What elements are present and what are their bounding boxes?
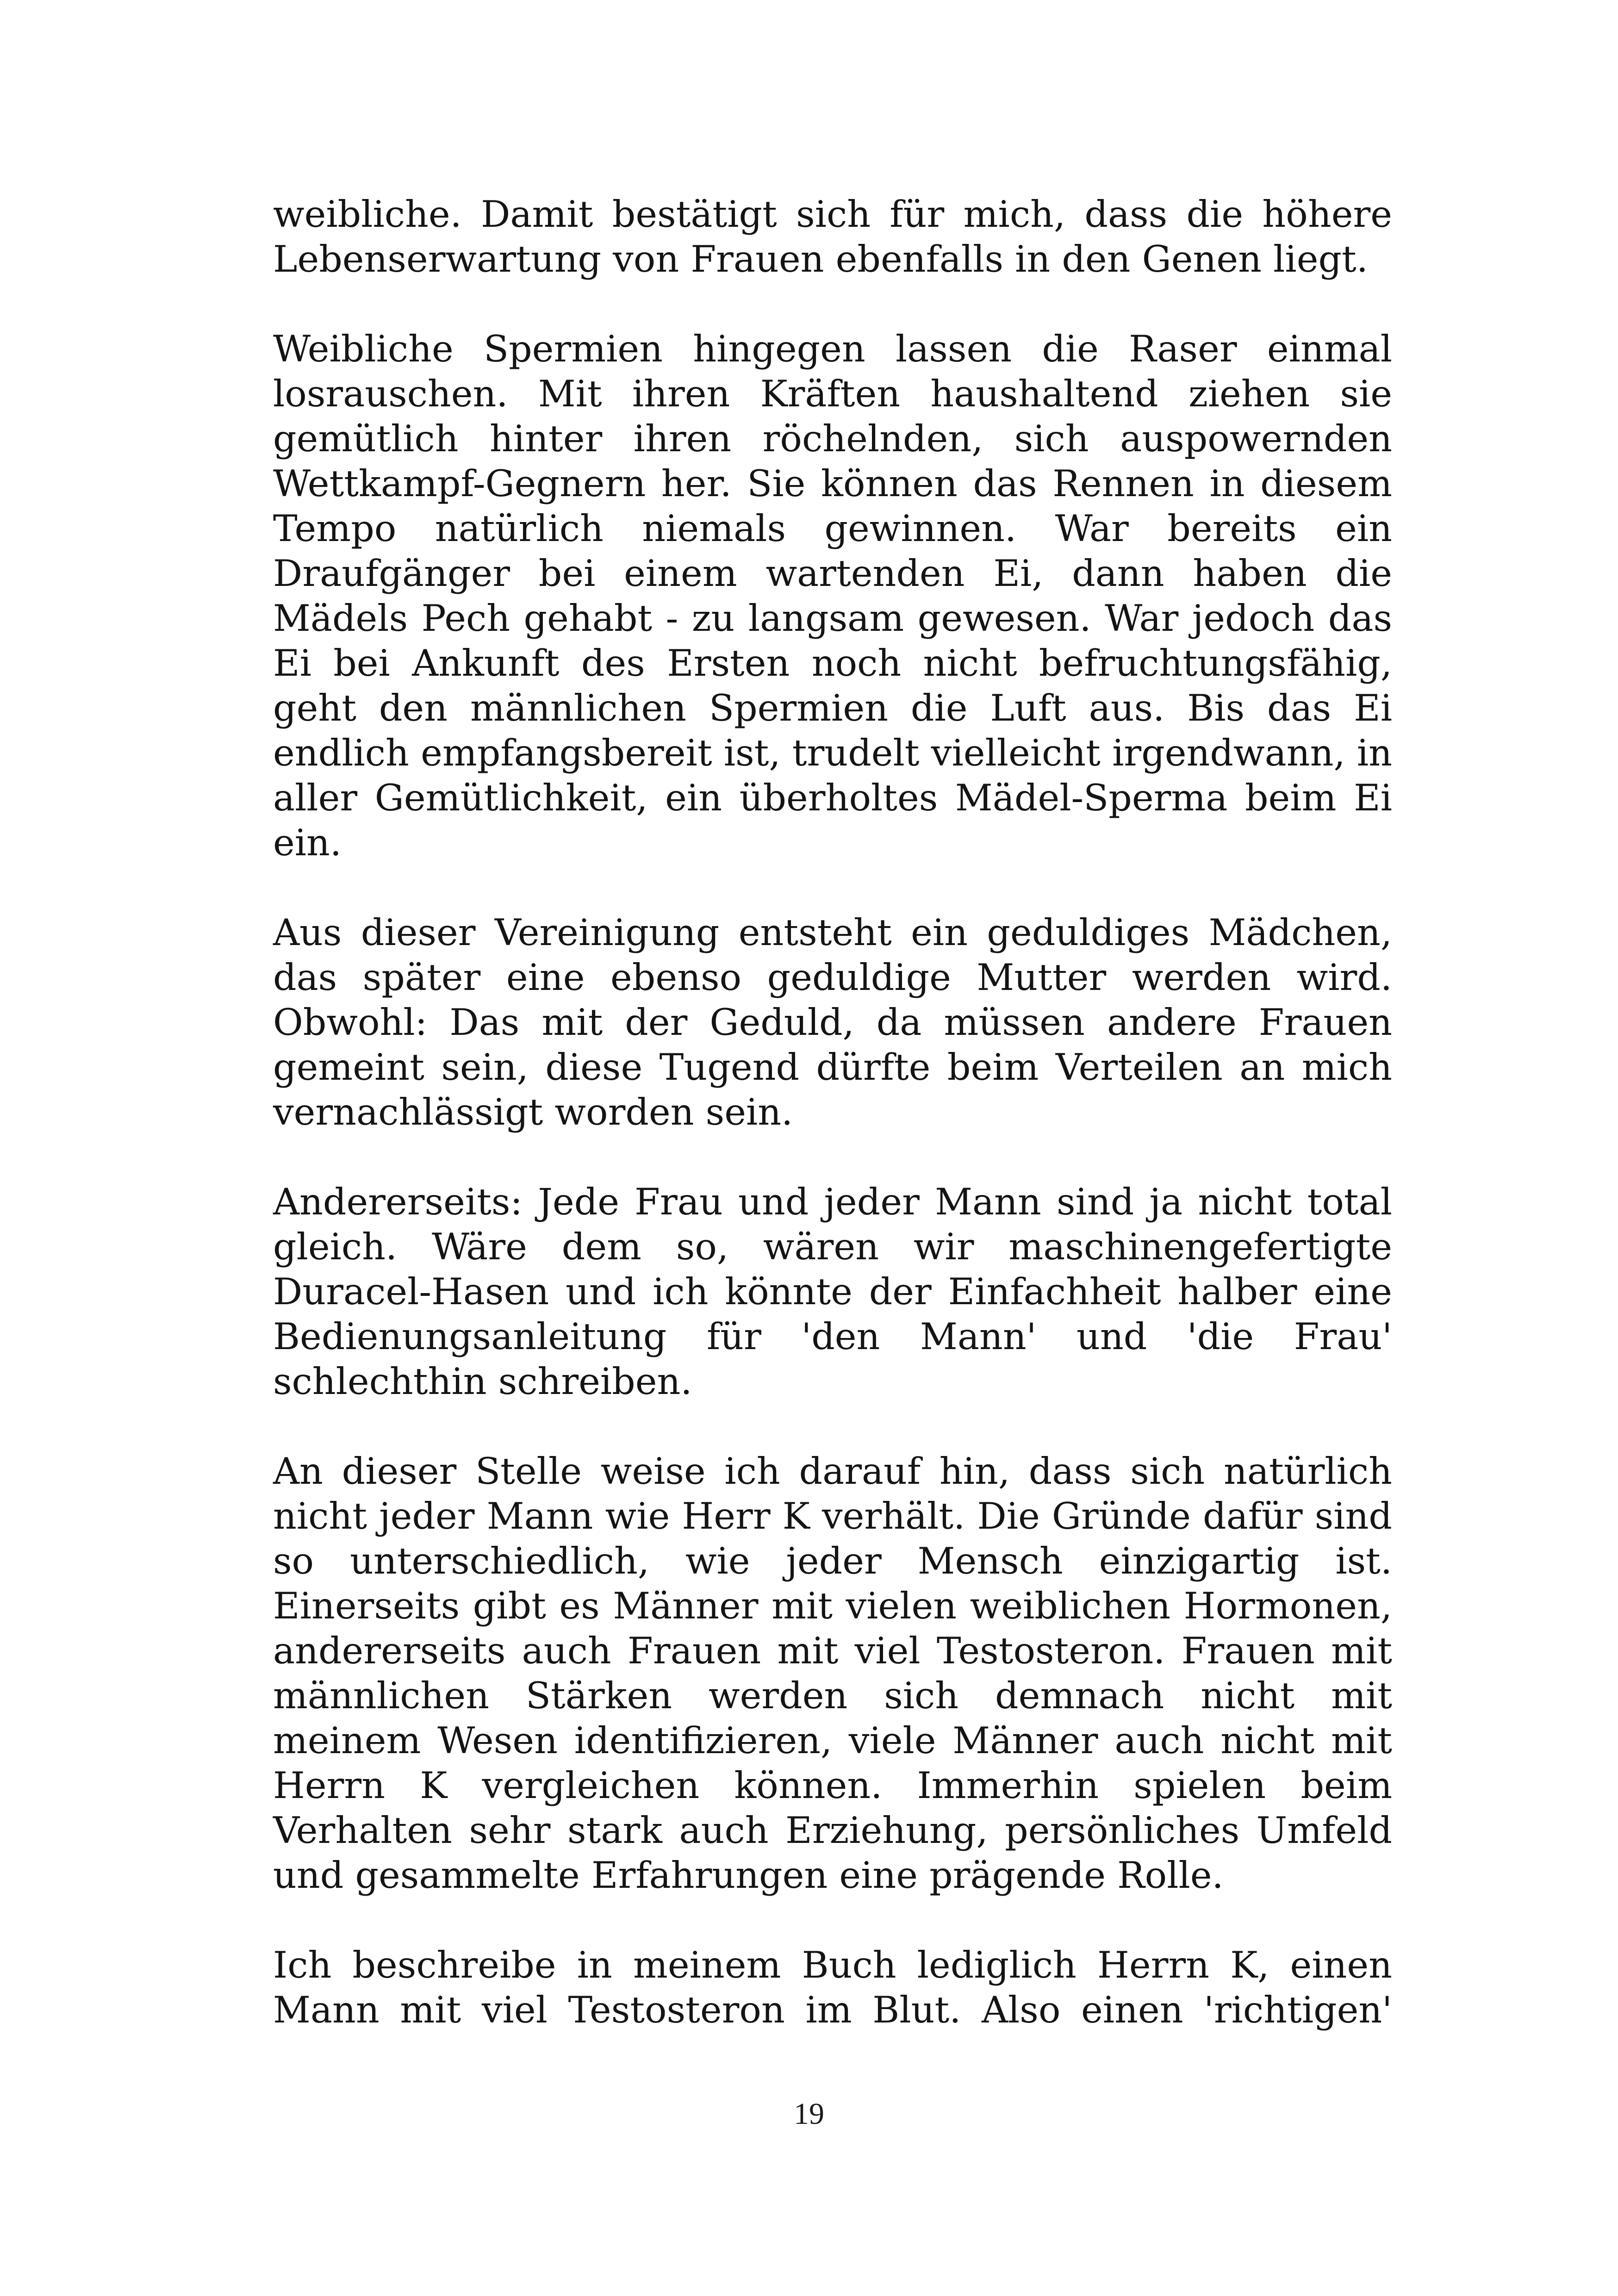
text-line: meinem Wesen identifizieren, viele Männer auch nicht mit <box>273 1719 1392 1762</box>
text-line: losrauschen. Mit ihren Kräften haushaltend ziehen sie <box>273 373 1392 415</box>
paragraph <box>273 1943 1392 2033</box>
paragraph <box>273 1449 1392 1898</box>
text-line: nicht jeder Mann wie Herr K verhält. Die Gründe dafür sind <box>273 1495 1392 1537</box>
text-line: schlechthin schreiben. <box>273 1360 692 1403</box>
text-line: Draufgänger bei einem wartenden Ei, dann haben die <box>273 552 1392 595</box>
text-line: Wettkampf-Gegnern her. Sie können das Rennen in diesem <box>273 462 1392 505</box>
text-line: Weibliche Spermien hingegen lassen die Raser einmal <box>273 328 1392 370</box>
text-line: gemeint sein, diese Tugend dürfte beim Verteilen an mich <box>273 1046 1392 1089</box>
text-line: Einerseits gibt es Männer mit vielen weiblichen Hormonen, <box>273 1585 1392 1627</box>
text-line: so unterschiedlich, wie jeder Mensch einzigartig ist. <box>273 1540 1392 1582</box>
body-text <box>273 192 1392 2033</box>
text-line: männlichen Stärken werden sich demnach nicht mit <box>273 1674 1392 1717</box>
text-line: Herrn K vergleichen können. Immerhin spielen beim <box>273 1764 1392 1807</box>
text-line: Verhalten sehr stark auch Erziehung, persönliches Umfeld <box>273 1809 1392 1852</box>
text-line: Mädels Pech gehabt - zu langsam gewesen. War jedoch das <box>273 597 1392 640</box>
text-line: Andererseits: Jede Frau und jeder Mann sind ja nicht total <box>273 1181 1392 1223</box>
text-line: Tempo natürlich niemals gewinnen. War bereits ein <box>273 507 1392 550</box>
text-line: aller Gemütlichkeit, ein überholtes Mädel-Sperma beim Ei <box>273 777 1392 819</box>
text-line: Aus dieser Vereinigung entsteht ein geduldiges Mädchen, <box>273 911 1392 954</box>
text-line: endlich empfangsbereit ist, trudelt vielleicht irgendwann, in <box>273 732 1392 774</box>
text-line: und gesammelte Erfahrungen eine prägende Rolle. <box>273 1854 1224 1897</box>
text-line: vernachlässigt worden sein. <box>273 1091 793 1133</box>
paragraph <box>273 327 1392 865</box>
text-line: Mann mit viel Testosteron im Blut. Also einen 'richtigen' <box>273 1989 1392 2031</box>
text-line: Ich beschreibe in meinem Buch lediglich Herrn K, einen <box>273 1944 1392 1986</box>
text-line: Lebenserwartung von Frauen ebenfalls in den Genen liegt. <box>273 238 1368 280</box>
text-line: Obwohl: Das mit der Geduld, da müssen andere Frauen <box>273 1001 1392 1044</box>
text-line: An dieser Stelle weise ich darauf hin, dass sich natürlich <box>273 1450 1392 1493</box>
text-line: geht den männlichen Spermien die Luft aus. Bis das Ei <box>273 687 1392 729</box>
paragraph <box>273 192 1392 282</box>
text-line: ein. <box>273 821 342 864</box>
text-line: weibliche. Damit bestätigt sich für mich, dass die höhere <box>273 193 1392 236</box>
text-line: Ei bei Ankunft des Ersten noch nicht befruchtungsfähig, <box>273 642 1392 684</box>
text-line: andererseits auch Frauen mit viel Testosteron. Frauen mit <box>273 1630 1392 1672</box>
paragraph <box>273 1180 1392 1404</box>
text-line: gleich. Wäre dem so, wären wir maschinengefertigte <box>273 1226 1392 1268</box>
text-line: das später eine ebenso geduldige Mutter werden wird. <box>273 956 1392 999</box>
paragraph <box>273 910 1392 1135</box>
page-number: 19 <box>794 2097 824 2131</box>
text-line: Bedienungsanleitung für 'den Mann' und 'die Frau' <box>273 1315 1392 1358</box>
text-line: Duracel-Hasen und ich könnte der Einfachheit halber eine <box>273 1270 1392 1313</box>
text-line: gemütlich hinter ihren röchelnden, sich auspowernden <box>273 417 1392 460</box>
